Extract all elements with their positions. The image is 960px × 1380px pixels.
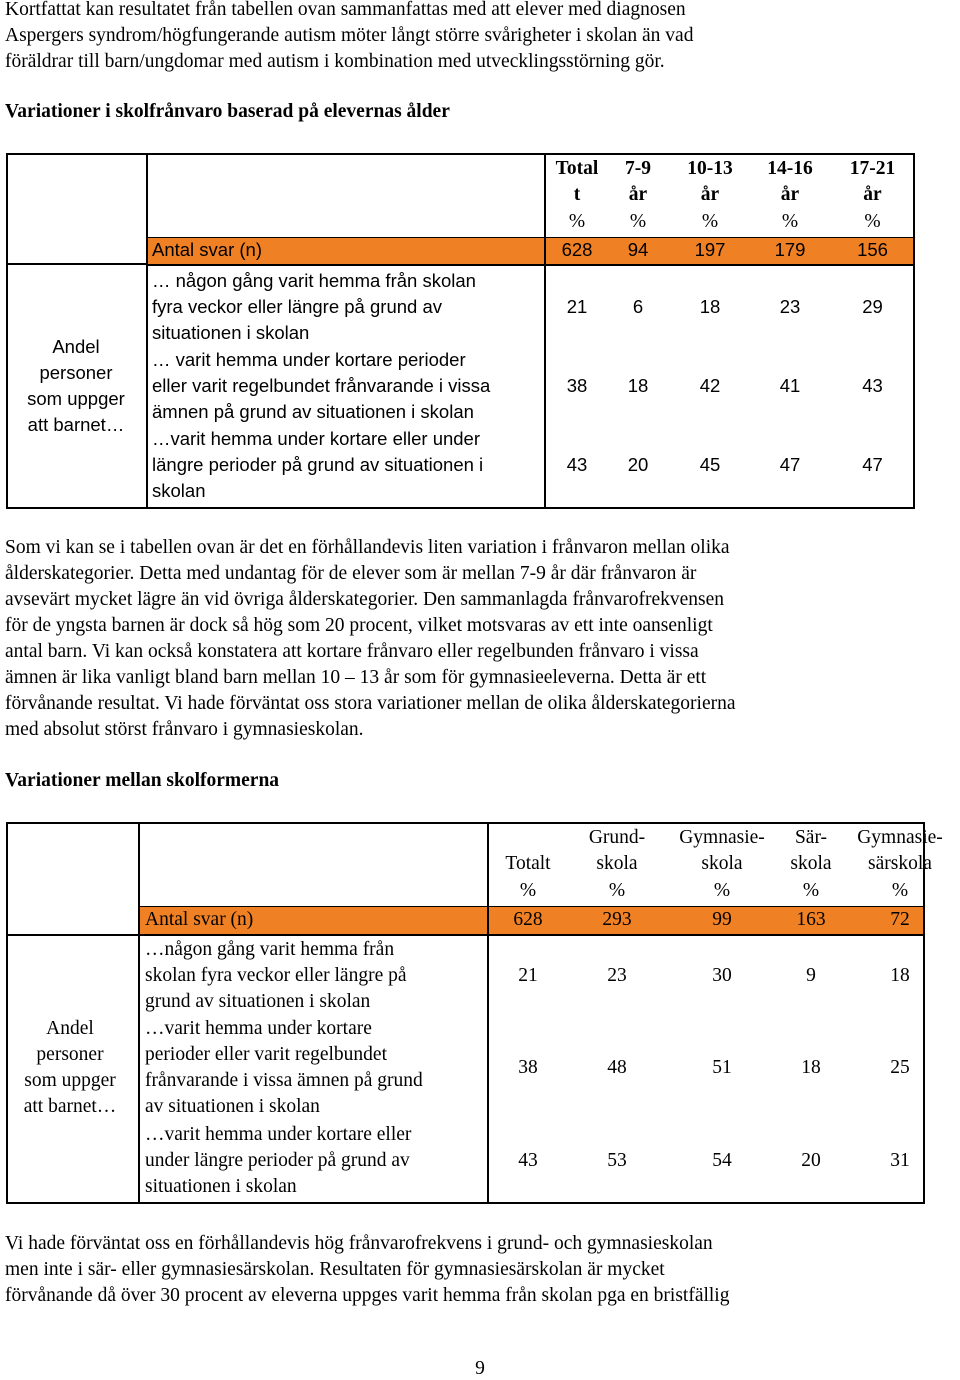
- table-cell: 43: [566, 454, 588, 475]
- row-label: …varit hemma under kortare eller under längre perioder på grund av situationen i skolan: [152, 428, 484, 501]
- percent-label: %: [608, 880, 626, 901]
- text-line: föräldrar till barn/ungdomar med autism i kombination med utvecklingsstörning gör.: [5, 51, 665, 72]
- table-cell: 18: [890, 965, 910, 986]
- table-cell: 43: [518, 1150, 538, 1171]
- table-cell: 25: [890, 1057, 910, 1078]
- section-heading-age: Variationer i skolfrånvaro baserad på elevernas ålder: [5, 101, 450, 122]
- section-heading-school-forms: Variationer mellan skolformerna: [5, 770, 280, 791]
- col-header-14-16: 14-16 år: [767, 158, 813, 205]
- table-cell: 20: [801, 1150, 821, 1171]
- closing-paragraph: [5, 1231, 955, 1309]
- text-line: med absolut störst frånvaro i gymnasieskolan.: [5, 719, 364, 740]
- count-value: 628: [561, 239, 593, 260]
- count-value: 99: [712, 909, 732, 930]
- row-label: … varit hemma under kortare perioder eller varit regelbundet frånvarande i vissa ämnen på grund av situationen i skolan: [152, 349, 491, 422]
- text-line: ålderskategorier. Detta med undantag för de elever som är mellan 7-9 år där frånvaron är: [5, 563, 697, 584]
- percent-label: %: [891, 880, 909, 901]
- percent-label: %: [802, 880, 820, 901]
- text-line: antal barn. Vi kan också konstatera att kortare frånvaro eller regelbunden frånvaro i vissa: [5, 641, 699, 662]
- table-cell: 45: [699, 454, 721, 475]
- table-cell: 42: [699, 375, 721, 396]
- row-label: …varit hemma under kortare eller under längre perioder på grund av situationen i skolan: [145, 1124, 412, 1197]
- count-value: 197: [694, 239, 726, 260]
- text-line: förvånande resultat. Vi hade förväntat oss stora variationer mellan de olika ålderskategorierna: [5, 693, 736, 714]
- table-cell: 47: [779, 454, 801, 475]
- col-header-gymnasiesarskola: Gymnasie- särskola: [857, 827, 943, 874]
- percent-label: %: [781, 211, 799, 232]
- percent-label: %: [629, 211, 647, 232]
- table-cell: 48: [607, 1057, 627, 1078]
- table-cell: 30: [712, 965, 732, 986]
- table-cell: 18: [699, 296, 721, 317]
- count-value: 94: [627, 239, 649, 260]
- col-header-total: Total t: [555, 158, 599, 205]
- col-header-sarskola: Sär- skola: [790, 827, 832, 874]
- table-cell: 9: [806, 965, 816, 986]
- table-cell: 47: [862, 454, 883, 475]
- count-value: 72: [890, 909, 910, 930]
- count-value: 163: [796, 909, 826, 930]
- table-cell: 43: [862, 375, 883, 396]
- text-line: Som vi kan se i tabellen ovan är det en förhållandevis liten variation i frånvaron mellan olika: [5, 537, 730, 558]
- table-cell: 41: [779, 375, 801, 396]
- table-cell: 21: [566, 296, 588, 317]
- percent-label: %: [519, 880, 537, 901]
- table-cell: 54: [712, 1150, 732, 1171]
- col-header-gymnasieskola: Gymnasie- skola: [679, 827, 765, 874]
- count-value: 179: [774, 239, 806, 260]
- analysis-paragraph: [5, 535, 955, 743]
- count-label: Antal svar (n): [152, 239, 263, 260]
- col-header-17-21: 17-21 år: [849, 158, 896, 205]
- col-header-10-13: 10-13 år: [687, 158, 733, 205]
- side-label: Andel personer som uppger att barnet…: [23, 1018, 117, 1117]
- table-cell: 20: [627, 454, 649, 475]
- percent-label: %: [568, 211, 586, 232]
- text-line: ämnen är lika vanligt bland barn mellan 10 – 13 år som för gymnasieeleverna. Detta är ett: [5, 667, 707, 688]
- col-header-totalt: Totalt: [505, 853, 551, 874]
- table-cell: 38: [566, 375, 588, 396]
- table-cell: 38: [518, 1057, 538, 1078]
- text-line: Kortfattat kan resultatet från tabellen ovan sammanfattas med att elever med diagnosen: [5, 0, 686, 20]
- row-label: … någon gång varit hemma från skolan fyra veckor eller längre på grund av situationen i skolan: [152, 270, 476, 343]
- table-cell: 18: [801, 1057, 821, 1078]
- text-line: men inte i sär- eller gymnasiesärskolan. Resultaten för gymnasiesärskolan är mycket: [5, 1259, 665, 1280]
- table-cell: 31: [890, 1150, 910, 1171]
- col-header-7-9: 7-9 år: [625, 158, 651, 205]
- table-cell: 18: [627, 375, 649, 396]
- text-line: avsevärt mycket lägre än vid övriga ålderskategorier. Den sammanlagda frånvarofrekvensen: [5, 589, 725, 610]
- intro-paragraph: [5, 0, 955, 75]
- table-cell: 51: [712, 1057, 732, 1078]
- table-cell: 21: [518, 965, 538, 986]
- page-number: 9: [475, 1358, 485, 1379]
- count-value: 293: [602, 909, 632, 930]
- table-cell: 6: [632, 296, 644, 317]
- table-cell: 23: [607, 965, 627, 986]
- percent-label: %: [701, 211, 719, 232]
- row-label: …någon gång varit hemma från skolan fyra veckor eller längre på grund av situationen i skolan: [145, 939, 407, 1012]
- text-line: förvånande då över 30 procent av eleverna uppges varit hemma från skolan pga en bristfällig: [5, 1285, 730, 1306]
- count-label: Antal svar (n): [145, 909, 254, 930]
- side-label: Andel personer som uppger att barnet…: [27, 336, 125, 435]
- table-cell: 29: [862, 296, 883, 317]
- text-line: Vi hade förväntat oss en förhållandevis hög frånvarofrekvens i grund- och gymnasieskolan: [5, 1233, 713, 1254]
- text-line: Aspergers syndrom/högfungerande autism möter långt större svårigheter i skolan än vad: [5, 25, 694, 46]
- row-label: …varit hemma under kortare perioder eller varit regelbundet frånvarande i vissa ämnen på grund av situationen i skolan: [145, 1018, 423, 1117]
- table-cell: 53: [607, 1150, 627, 1171]
- col-header-grundskola: Grund- skola: [588, 827, 646, 874]
- percent-label: %: [713, 880, 731, 901]
- count-value: 628: [513, 909, 543, 930]
- text-line: för de yngsta barnen är dock så hög som 20 procent, vilket motsvaras av ett inte oansenligt: [5, 615, 713, 636]
- percent-label: %: [864, 211, 881, 232]
- count-value: 156: [857, 239, 888, 260]
- table-cell: 23: [779, 296, 801, 317]
